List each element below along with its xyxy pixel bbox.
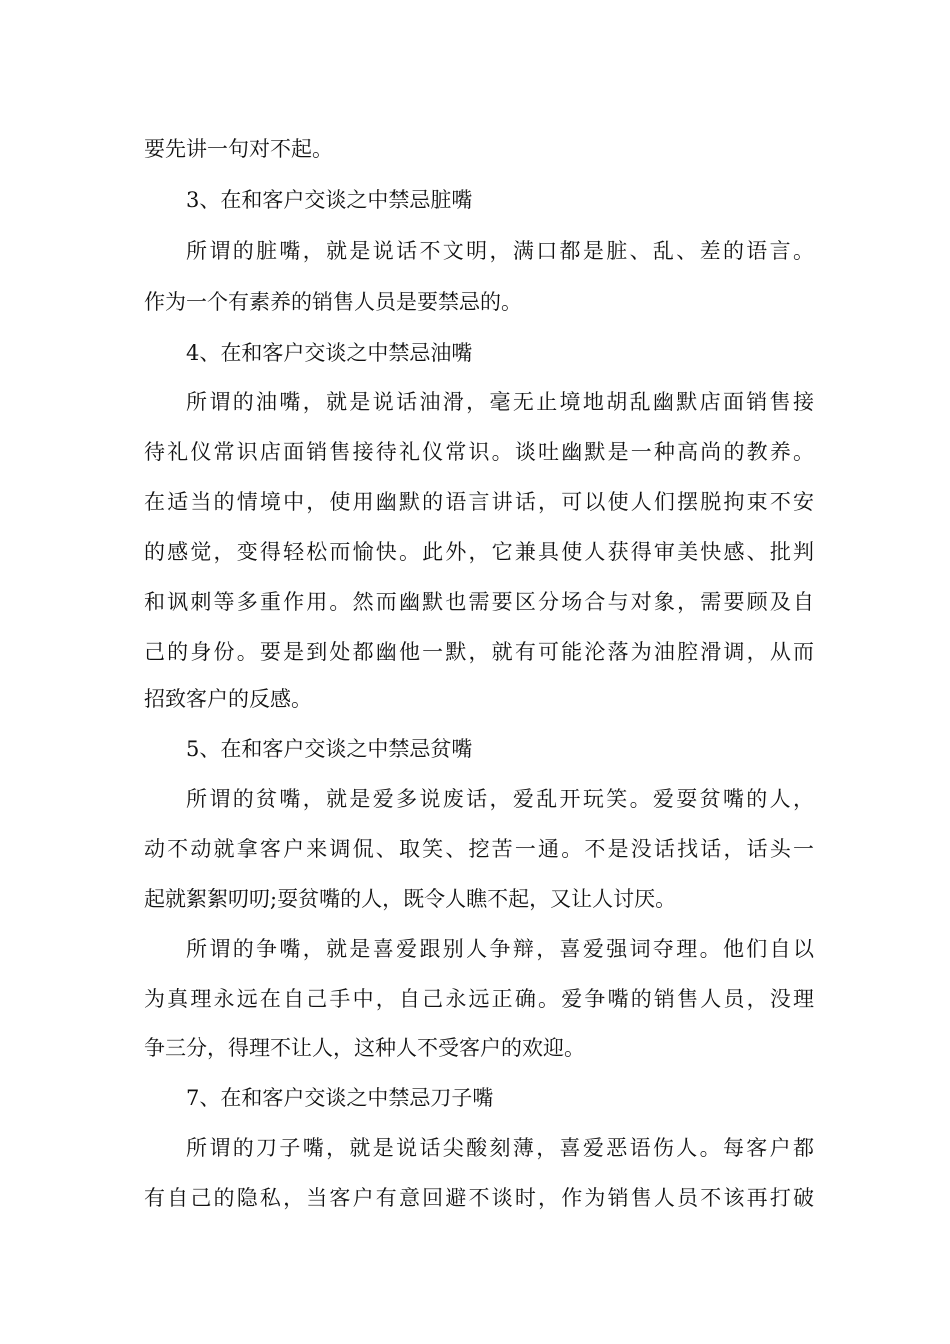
section-heading: 5、在和客户交谈之中禁忌贫嘴: [186, 737, 473, 761]
text-line: 为真理永远在自己手中，自己永远正确。爱争嘴的销售人员，没理: [144, 987, 814, 1011]
paragraph-first-line: 所谓的贫嘴，就是爱多说废话，爱乱开玩笑。爱耍贫嘴的人，: [186, 787, 814, 811]
paragraph-first-line: 所谓的争嘴，就是喜爱跟别人争辩，喜爱强词夺理。他们自以: [186, 937, 814, 961]
text-line: 要先讲一句对不起。: [144, 137, 333, 161]
section-heading: 3、在和客户交谈之中禁忌脏嘴: [186, 188, 473, 212]
text-line: 争三分，得理不让人，这种人不受客户的欢迎。: [144, 1036, 585, 1060]
text-line: 起就絮絮叨叨;耍贫嘴的人，既令人瞧不起，又让人讨厌。: [144, 887, 677, 911]
text-line: 有自己的隐私，当客户有意回避不谈时，作为销售人员不该再打破: [144, 1186, 814, 1210]
text-line: 己的身份。要是到处都幽他一默，就有可能沦落为油腔滑调，从而: [144, 640, 814, 664]
text-line: 动不动就拿客户来调侃、取笑、挖苦一通。不是没话找话，话头一: [144, 837, 814, 861]
text-line: 在适当的情境中，使用幽默的语言讲话，可以使人们摆脱拘束不安: [144, 490, 814, 514]
section-heading: 4、在和客户交谈之中禁忌油嘴: [186, 341, 473, 365]
text-line: 待礼仪常识店面销售接待礼仪常识。谈吐幽默是一种高尚的教养。: [144, 440, 814, 464]
text-line: 的感觉，变得轻松而愉快。此外，它兼具使人获得审美快感、批判: [144, 540, 814, 564]
text-line: 和讽刺等多重作用。然而幽默也需要区分场合与对象，需要顾及自: [144, 590, 814, 614]
paragraph-first-line: 所谓的刀子嘴，就是说话尖酸刻薄，喜爱恶语伤人。每客户都: [186, 1136, 814, 1160]
paragraph-first-line: 所谓的油嘴，就是说话油滑，毫无止境地胡乱幽默店面销售接: [186, 390, 814, 414]
paragraph-first-line: 所谓的脏嘴，就是说话不文明，满口都是脏、乱、差的语言。: [186, 239, 814, 263]
text-line: 招致客户的反感。: [144, 687, 312, 711]
text-line: 作为一个有素养的销售人员是要禁忌的。: [144, 290, 522, 314]
section-heading: 7、在和客户交谈之中禁忌刀子嘴: [186, 1086, 494, 1110]
